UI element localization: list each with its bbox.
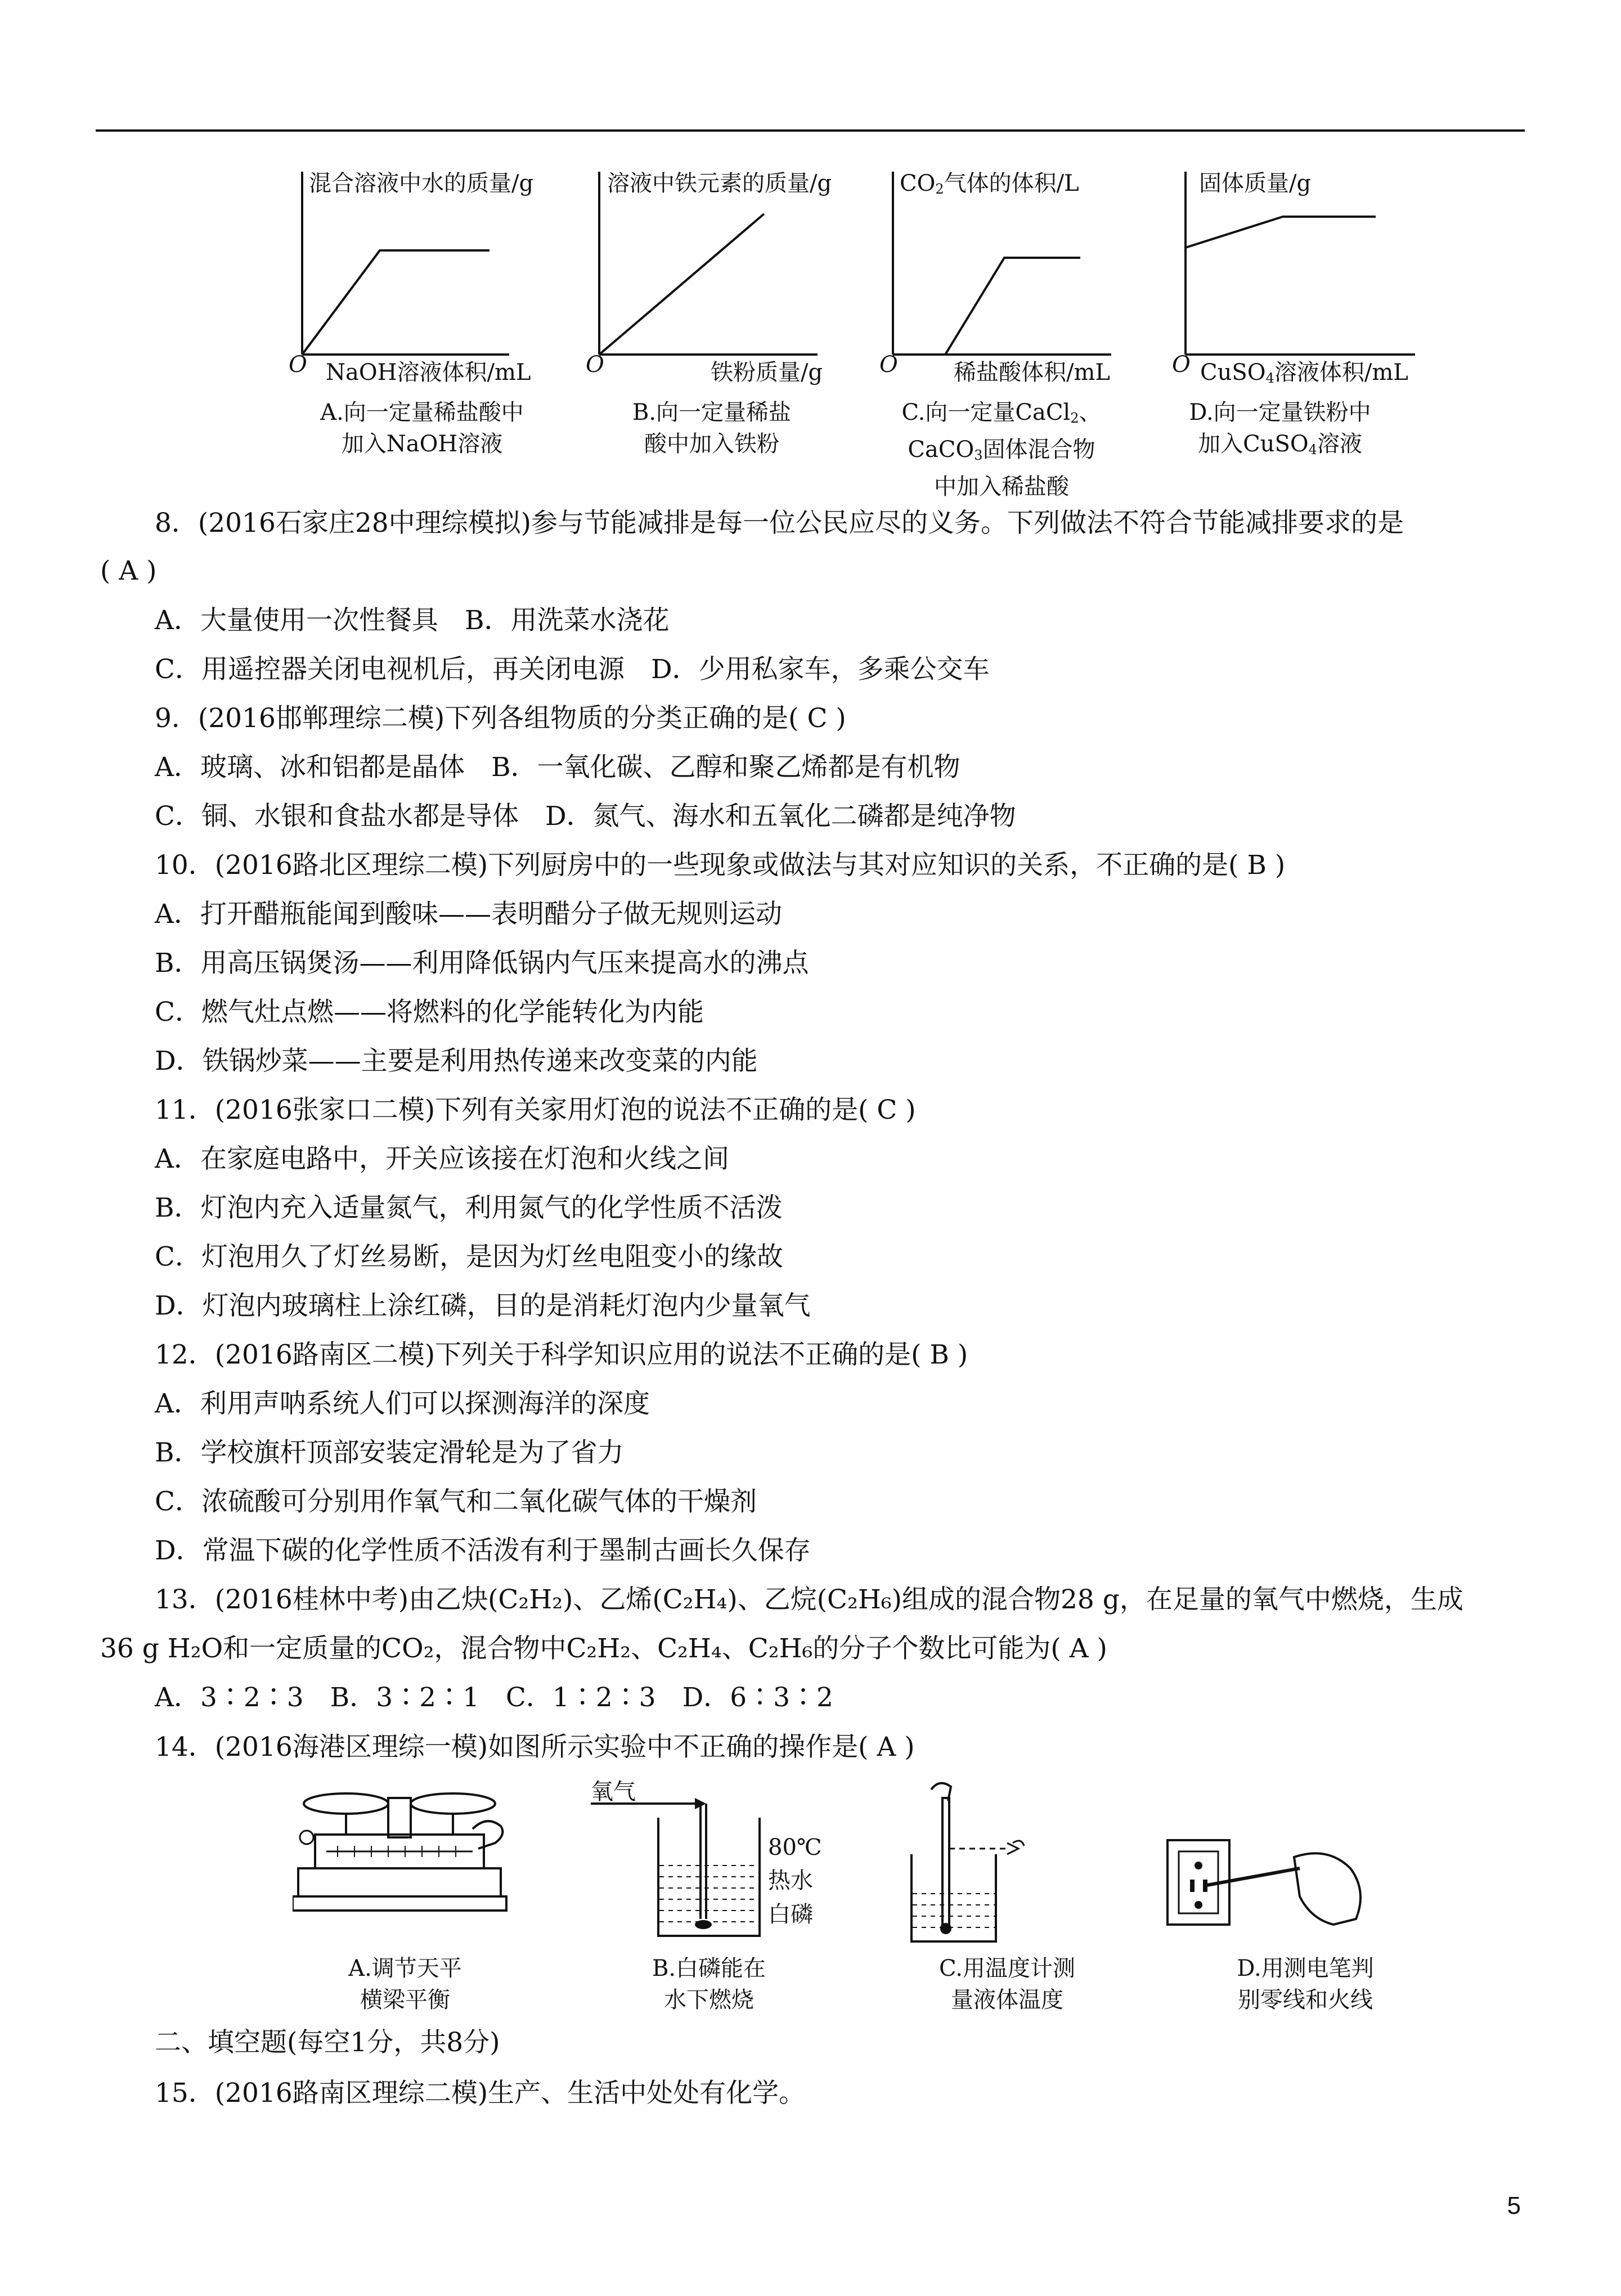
graph-b-xlabel: 铁粉质量/g xyxy=(711,360,823,385)
fig-d-test-pen xyxy=(1165,1835,1378,1941)
q10-option-a: A．打开醋瓶能闻到酸味——表明醋分子做无规则运动 xyxy=(155,899,782,930)
fig-a-caption: A.调节天平 横梁平衡 xyxy=(348,1956,462,2013)
graph-a-caption: A.向一定量稀盐酸中 加入NaOH溶液 xyxy=(320,400,524,457)
q9-options-ab: A．玻璃、冰和铝都是晶体 B．一氧化碳、乙醇和聚乙烯都是有机物 xyxy=(155,752,960,783)
thermometer-icon xyxy=(900,1781,1069,1944)
graph-b-axes xyxy=(598,169,834,371)
graph-c xyxy=(879,169,1128,385)
q12-option-c: C．浓硫酸可分别用作氧气和二氧化碳气体的干燥剂 xyxy=(155,1486,757,1517)
q10-option-d: D．铁锅炒菜——主要是利用热传递来改变菜的内能 xyxy=(155,1046,758,1077)
q11-stem: 11．(2016张家口二模)下列有关家用灯泡的说法不正确的是( C ) xyxy=(155,1095,916,1125)
q13-stem-cont: 36 g H₂O和一定质量的CO₂，混合物中C₂H₂、C₂H₄、C₂H₆的分子个数比可能为( A ) xyxy=(100,1633,1107,1664)
graph-d-origin: O xyxy=(1172,352,1191,378)
graph-b-ylabel: 溶液中铁元素的质量/g xyxy=(607,171,832,196)
page-number: 5 xyxy=(1507,2192,1521,2219)
graph-a-axes xyxy=(301,169,526,371)
graph-b-caption: B.向一定量稀盐 酸中加入铁粉 xyxy=(632,400,792,457)
graph-d-xlabel: CuSO$_4$溶液体积/mL xyxy=(1200,360,1408,386)
q10-option-c: C．燃气灶点燃——将燃料的化学能转化为内能 xyxy=(155,997,704,1028)
fig-b-caption: B.白磷能在 水下燃烧 xyxy=(652,1956,766,2013)
q13-options: A．3∶2∶3 B．3∶2∶1 C．1∶2∶3 D．6∶3∶2 xyxy=(155,1682,833,1713)
fig-c-caption: C.用温度计测 量液体温度 xyxy=(939,1956,1075,2013)
q12-option-b: B．学校旗杆顶部安装定滑轮是为了省力 xyxy=(155,1437,624,1468)
fig-b-beaker xyxy=(591,1779,822,1941)
q11-option-b: B．灯泡内充入适量氮气，利用氮气的化学性质不活泼 xyxy=(155,1192,783,1223)
q10-option-b: B．用高压锅煲汤——利用降低锅内气压来提高水的沸点 xyxy=(155,948,809,979)
q14-stem: 14．(2016海港区理综一模)如图所示实验中不正确的操作是( A ) xyxy=(155,1732,915,1763)
q9-options-cd: C．铜、水银和食盐水都是导体 D．氮气、海水和五氧化二磷都是纯净物 xyxy=(155,801,1016,832)
graph-c-ylabel: $CO_2$气体的体积/L xyxy=(900,171,1079,197)
q12-stem: 12．(2016路南区二模)下列关于科学知识应用的说法不正确的是( B ) xyxy=(155,1339,968,1370)
graph-d-caption: D.向一定量铁粉中 加入CuSO$_4$溶液 xyxy=(1189,400,1371,458)
graph-a-ylabel: 混合溶液中水的质量/g xyxy=(309,171,534,196)
q12-option-d: D．常温下碳的化学性质不活泼有利于墨制古画长久保存 xyxy=(155,1535,811,1566)
graph-b-origin: O xyxy=(586,352,604,378)
fig-b-label-gas: 氧气 xyxy=(591,1779,636,1805)
balance-icon xyxy=(293,1790,518,1930)
graph-b xyxy=(586,169,834,385)
q10-stem: 10．(2016路北区理综二模)下列厨房中的一些现象或做法与其对应知识的关系，不正确的是( B ) xyxy=(155,850,1286,881)
graph-a-xlabel: NaOH溶液体积/mL xyxy=(326,360,531,385)
q11-option-a: A．在家庭电路中，开关应该接在灯泡和火线之间 xyxy=(155,1143,729,1174)
graph-a xyxy=(289,169,534,385)
q13-stem: 13．(2016桂林中考)由乙炔(C₂H₂)、乙烯(C₂H₄)、乙烷(C₂H₆)组成的混合物28 g，在足量的氧气中燃烧，生成 xyxy=(155,1584,1463,1615)
graph-d xyxy=(1172,169,1432,386)
graph-a-origin: O xyxy=(289,352,307,378)
fig-a-balance xyxy=(293,1790,518,1930)
graph-c-origin: O xyxy=(879,352,898,378)
q8-options-ab: A．大量使用一次性餐具 B．用洗菜水浇花 xyxy=(155,605,670,636)
fig-c-thermometer xyxy=(900,1781,1069,1944)
graph-c-caption: C.向一定量CaCl$_2$、 CaCO$_3$固体混合物 中加入稀盐酸 xyxy=(901,400,1102,500)
graph-d-axes xyxy=(1184,169,1432,371)
q11-option-d: D．灯泡内玻璃柱上涂红磷，目的是消耗灯泡内少量氧气 xyxy=(155,1290,811,1321)
q9-stem: 9．(2016邯郸理综二模)下列各组物质的分类正确的是( C ) xyxy=(155,703,846,734)
top-rule xyxy=(96,129,1525,132)
fig-b-label-p: 白磷 xyxy=(768,1902,813,1927)
q11-option-c: C．灯泡用久了灯丝易断，是因为灯丝电阻变小的缘故 xyxy=(155,1241,783,1272)
graph-c-axes xyxy=(892,169,1128,371)
q15-stem: 15．(2016路南区理综二模)生产、生活中处处有化学。 xyxy=(155,2078,806,2109)
section-2-heading: 二、填空题(每空1分，共8分) xyxy=(155,2027,500,2058)
q8-answer: ( A ) xyxy=(100,555,157,586)
graph-d-ylabel: 固体质量/g xyxy=(1199,171,1312,196)
fig-d-caption: D.用测电笔判 别零线和火线 xyxy=(1237,1956,1374,2013)
fig-b-label-temp: 80℃ xyxy=(768,1835,822,1860)
graph-c-xlabel: 稀盐酸体积/mL xyxy=(954,360,1110,385)
socket-icon xyxy=(1165,1835,1378,1941)
q8-stem: 8．(2016石家庄28中理综模拟)参与节能减排是每一位公民应尽的义务。下列做法不符合节能减排要求的是 xyxy=(155,508,1404,539)
q8-options-cd: C．用遥控器关闭电视机后，再关闭电源 D．少用私家车，多乘公交车 xyxy=(155,654,990,685)
fig-b-label-water: 热水 xyxy=(768,1868,813,1894)
q12-option-a: A．利用声呐系统人们可以探测海洋的深度 xyxy=(155,1388,650,1419)
